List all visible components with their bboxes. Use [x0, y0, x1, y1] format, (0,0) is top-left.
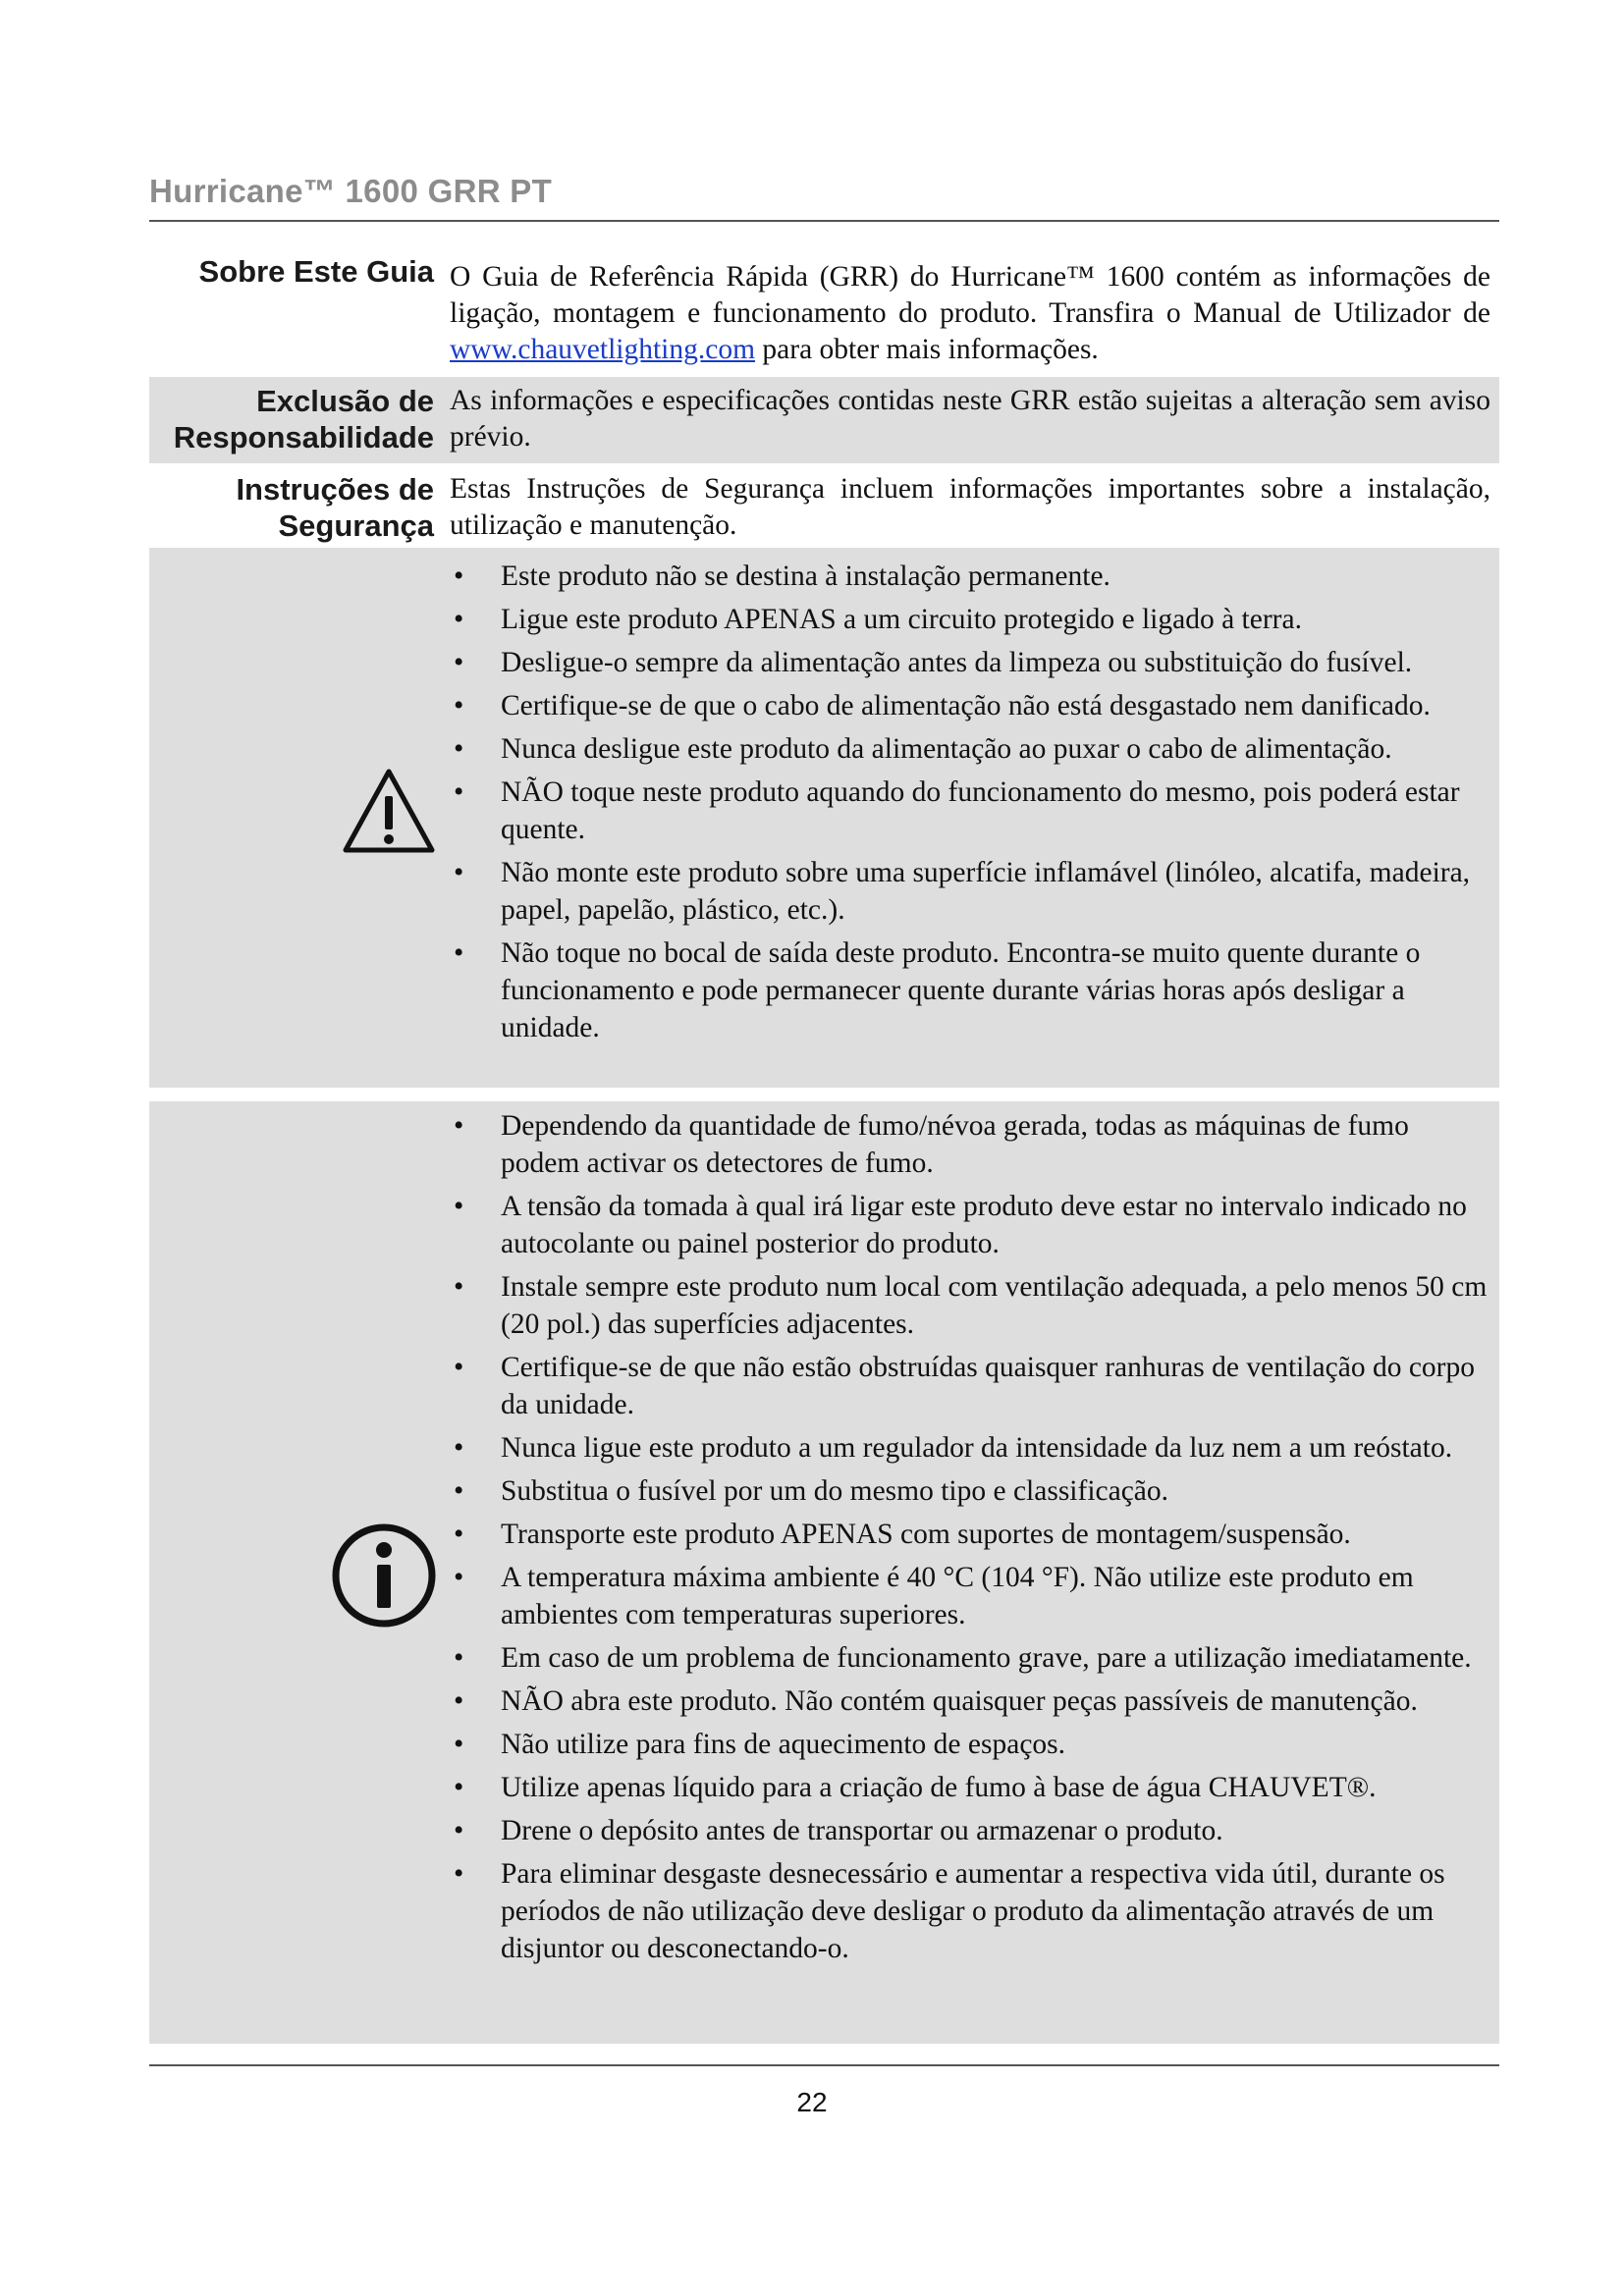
safety-label — [149, 471, 434, 544]
list-item: • Em caso de um problema de funcionamento grave, pare a utilização imediatamente. — [450, 1639, 1492, 1677]
list-item: • Certifique-se de que não estão obstruídas quaisquer ranhuras de ventilação do corpo da unidade. — [450, 1349, 1492, 1423]
chauvet-website-link[interactable]: www.chauvetlighting.com — [450, 334, 756, 365]
info-icon — [330, 1522, 438, 1629]
safety-intro-text: Estas Instruções de Segurança incluem informações importantes sobre a instalação, utilização e manutenção. — [450, 473, 1490, 541]
warning-block — [149, 548, 1499, 1088]
safety-label-line1: Instruções de — [236, 472, 434, 507]
disclaimer-label-line2: Responsabilidade — [173, 420, 434, 454]
list-item: • Transporte este produto APENAS com suportes de montagem/suspensão. — [450, 1516, 1492, 1553]
about-text-after: para obter mais informações. — [755, 334, 1099, 365]
list-item: • Desligue-o sempre da alimentação antes da limpeza ou substituição do fusível. — [450, 644, 1492, 681]
info-block — [149, 1101, 1499, 2044]
section-disclaimer — [149, 377, 1499, 463]
page-header-title: Hurricane™ 1600 GRR PT — [149, 173, 553, 209]
list-item: • Ligue este produto APENAS a um circuito protegido e ligado à terra. — [450, 601, 1492, 638]
section-about — [149, 253, 1499, 373]
list-item: • Substitua o fusível por um do mesmo tipo e classificação. — [450, 1472, 1492, 1510]
list-item: • NÃO abra este produto. Não contém quaisquer peças passíveis de manutenção. — [450, 1682, 1492, 1720]
header-rule — [149, 220, 1499, 222]
about-label: Sobre Este Guia — [198, 254, 434, 289]
list-item: • A tensão da tomada à qual irá ligar este produto deve estar no intervalo indicado no autocolante ou painel posterior do produto. — [450, 1188, 1492, 1262]
about-text-before: O Guia de Referência Rápida (GRR) do Hurricane™ 1600 contém as informações de ligação, montagem e funcionamento do produto. Transfira o Manual de Utilizador de — [450, 261, 1490, 329]
warning-list — [450, 558, 1492, 1046]
info-list — [450, 1107, 1492, 1967]
list-item: • A temperatura máxima ambiente é 40 °C (104 °F). Não utilize este produto em ambientes com temperaturas superiores. — [450, 1559, 1492, 1633]
list-item: • Nunca desligue este produto da alimentação ao puxar o cabo de alimentação. — [450, 730, 1492, 768]
list-item: • Drene o depósito antes de transportar ou armazenar o produto. — [450, 1812, 1492, 1849]
list-item: • Instale sempre este produto num local com ventilação adequada, a pelo menos 50 cm (20 pol.) das superfícies adjacentes. — [450, 1268, 1492, 1343]
about-text — [450, 259, 1490, 368]
disclaimer-text: As informações e especificações contidas neste GRR estão sujeitas a alteração sem aviso prévio. — [450, 385, 1490, 453]
list-item: • Este produto não se destina à instalação permanente. — [450, 558, 1492, 595]
list-item: • Não toque no bocal de saída deste produto. Encontra-se muito quente durante o funcionamento e pode permanecer quente durante várias horas após desligar a unidade. — [450, 934, 1492, 1046]
footer-rule — [149, 2064, 1499, 2066]
disclaimer-label — [149, 383, 434, 455]
disclaimer-label-line1: Exclusão de — [256, 384, 434, 418]
page-number: 22 — [796, 2087, 828, 2117]
list-item: • Não utilize para fins de aquecimento de espaços. — [450, 1726, 1492, 1763]
list-item: • Dependendo da quantidade de fumo/névoa gerada, todas as máquinas de fumo podem activar os detectores de fumo. — [450, 1107, 1492, 1182]
section-safety — [149, 467, 1499, 546]
list-item: • Certifique-se de que o cabo de alimentação não está desgastado nem danificado. — [450, 687, 1492, 724]
list-item: • Não monte este produto sobre uma superfície inflamável (linóleo, alcatifa, madeira, papel, papelão, plástico, etc.). — [450, 854, 1492, 929]
list-item: • NÃO toque neste produto aquando do funcionamento do mesmo, pois poderá estar quente. — [450, 774, 1492, 848]
warning-triangle-icon — [342, 767, 436, 855]
list-item: • Nunca ligue este produto a um regulador da intensidade da luz nem a um reóstato. — [450, 1429, 1492, 1467]
safety-label-line2: Segurança — [278, 508, 434, 543]
list-item: • Utilize apenas líquido para a criação de fumo à base de água CHAUVET®. — [450, 1769, 1492, 1806]
list-item: • Para eliminar desgaste desnecessário e aumentar a respectiva vida útil, durante os períodos de não utilização deve desligar o produto da alimentação através de um disjuntor ou desconectando-o. — [450, 1855, 1492, 1967]
